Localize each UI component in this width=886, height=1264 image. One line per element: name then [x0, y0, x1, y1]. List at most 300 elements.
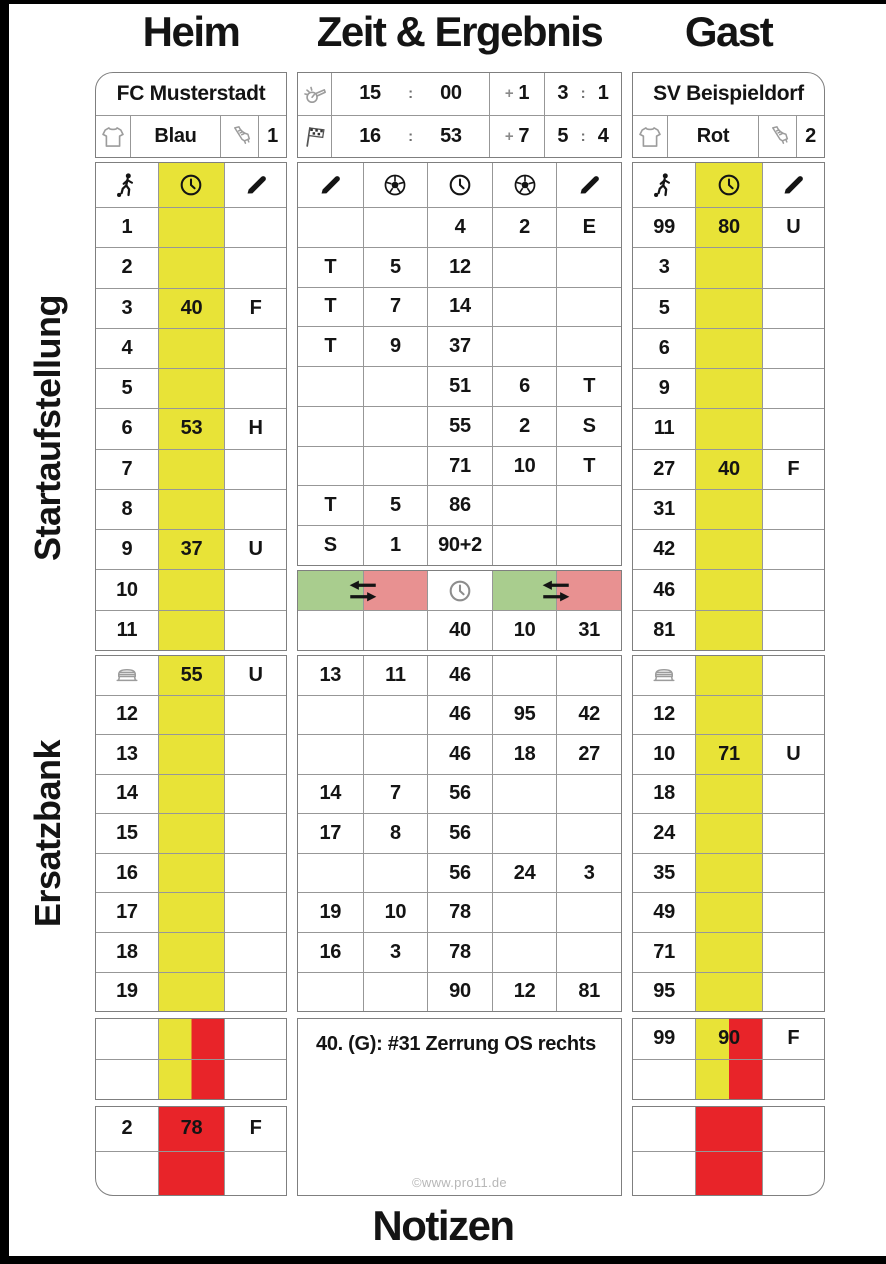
- table-row: [96, 1107, 286, 1151]
- minute-cell[interactable]: [695, 1107, 762, 1151]
- table-row: [96, 328, 286, 368]
- event-cell[interactable]: S: [323, 534, 337, 557]
- event-cell[interactable]: 9: [363, 327, 428, 366]
- guest-kit-color[interactable]: Rot: [667, 116, 758, 157]
- event-cell[interactable]: 10: [363, 893, 428, 932]
- player-number-cell[interactable]: 42: [653, 538, 675, 561]
- minute-cell[interactable]: 90: [695, 1019, 762, 1059]
- home-shoe-count[interactable]: 1: [258, 116, 286, 157]
- player-number-cell[interactable]: 7: [121, 457, 133, 480]
- player-number-cell[interactable]: 13: [116, 742, 138, 765]
- table-row: [633, 813, 824, 853]
- event-cell[interactable]: 95: [492, 696, 557, 735]
- minute-cell[interactable]: [695, 814, 762, 853]
- player-number-cell[interactable]: 49: [653, 901, 675, 924]
- minute-cell[interactable]: [695, 248, 762, 287]
- minute-cell[interactable]: [695, 409, 762, 448]
- minute-cell[interactable]: [695, 570, 762, 609]
- minute-cell[interactable]: [695, 329, 762, 368]
- minute-cell[interactable]: [695, 289, 762, 328]
- event-cell[interactable]: [363, 447, 428, 486]
- minute-cell[interactable]: 71: [695, 735, 762, 774]
- event-cell[interactable]: [556, 893, 621, 932]
- event-cell[interactable]: 5: [363, 248, 428, 287]
- note-cell[interactable]: U: [224, 530, 286, 569]
- minute-cell[interactable]: [695, 369, 762, 408]
- table-row: [96, 1059, 286, 1100]
- event-cell[interactable]: 8: [363, 814, 428, 853]
- event-cell[interactable]: [556, 288, 621, 327]
- guest-team-name[interactable]: SV Beispieldorf: [653, 82, 804, 105]
- note-cell[interactable]: [224, 1152, 286, 1196]
- note-cell[interactable]: [224, 735, 286, 774]
- note-cell[interactable]: [224, 696, 286, 735]
- player-number-cell[interactable]: 6: [121, 417, 133, 440]
- player-number-cell[interactable]: 19: [116, 980, 138, 1003]
- note-cell[interactable]: F: [224, 1107, 286, 1151]
- event-cell[interactable]: [298, 735, 363, 774]
- event-cell[interactable]: 18: [492, 735, 557, 774]
- event-cell[interactable]: T: [324, 335, 337, 358]
- event-cell[interactable]: 12: [427, 248, 492, 287]
- guest-column-title: Gast: [684, 8, 773, 55]
- note-cell[interactable]: U: [762, 208, 824, 247]
- table-row: [633, 408, 824, 448]
- event-cell[interactable]: [363, 208, 428, 247]
- note-cell[interactable]: [224, 611, 286, 650]
- event-cell[interactable]: 51: [427, 367, 492, 406]
- table-row: [633, 972, 824, 1012]
- event-cell[interactable]: [363, 407, 428, 446]
- event-cell[interactable]: 90+2: [427, 526, 492, 565]
- table-row: [96, 288, 286, 328]
- note-cell[interactable]: [762, 1107, 824, 1151]
- events-table-top: [297, 162, 622, 566]
- guest-card-block: [632, 1018, 825, 1100]
- player-number-cell[interactable]: 6: [658, 336, 670, 359]
- minute-cell[interactable]: [158, 775, 224, 814]
- event-cell[interactable]: [492, 893, 557, 932]
- event-cell[interactable]: [492, 814, 557, 853]
- substitution-cell[interactable]: 10: [492, 611, 557, 650]
- note-cell[interactable]: [762, 973, 824, 1012]
- note-cell[interactable]: [224, 1019, 286, 1059]
- player-number-cell[interactable]: [96, 1019, 158, 1059]
- table-row: [96, 247, 286, 287]
- minute-cell[interactable]: 37: [158, 530, 224, 569]
- event-cell[interactable]: [556, 814, 621, 853]
- table-row: [633, 288, 824, 328]
- event-cell[interactable]: T: [324, 494, 337, 517]
- table-row: [298, 695, 621, 735]
- minute-cell[interactable]: [695, 696, 762, 735]
- note-cell[interactable]: H: [224, 409, 286, 448]
- guest-shoe-count[interactable]: 2: [796, 116, 824, 157]
- table-row: [96, 569, 286, 609]
- player-number-cell[interactable]: 46: [653, 578, 675, 601]
- substitution-cell[interactable]: 31: [556, 611, 621, 650]
- minute-cell[interactable]: [158, 973, 224, 1012]
- event-cell[interactable]: [298, 696, 363, 735]
- table-row: [298, 774, 621, 814]
- minute-cell[interactable]: [695, 611, 762, 650]
- event-cell[interactable]: [298, 973, 363, 1012]
- minute-cell[interactable]: [158, 450, 224, 489]
- minute-cell[interactable]: [158, 329, 224, 368]
- minute-cell[interactable]: [158, 1019, 224, 1059]
- event-cell[interactable]: 56: [427, 854, 492, 893]
- player-number-cell[interactable]: 10: [653, 742, 675, 765]
- note-cell[interactable]: F: [762, 450, 824, 489]
- event-cell[interactable]: [298, 407, 363, 446]
- center-column-title: Zeit & Ergebnis: [316, 8, 603, 55]
- minute-cell[interactable]: [158, 1152, 224, 1196]
- event-cell[interactable]: 56: [427, 814, 492, 853]
- starting-lineup-label: Startaufstellung: [27, 294, 68, 562]
- minute-cell[interactable]: [158, 933, 224, 972]
- note-cell[interactable]: [762, 696, 824, 735]
- event-cell[interactable]: [363, 696, 428, 735]
- table-row: [298, 656, 621, 695]
- note-cell[interactable]: [224, 329, 286, 368]
- table-row: [298, 734, 621, 774]
- note-cell[interactable]: F: [762, 1019, 824, 1059]
- player-number-cell[interactable]: [96, 1060, 158, 1100]
- player-number-cell[interactable]: 95: [653, 980, 675, 1003]
- event-cell[interactable]: [298, 367, 363, 406]
- minute-cell[interactable]: [695, 893, 762, 932]
- player-number-cell[interactable]: 3: [658, 256, 670, 279]
- player-number-cell[interactable]: 3: [121, 296, 133, 319]
- event-cell[interactable]: 27: [556, 735, 621, 774]
- minute-cell[interactable]: [158, 893, 224, 932]
- player-number-cell[interactable]: 9: [658, 377, 670, 400]
- event-cell[interactable]: [363, 367, 428, 406]
- note-cell[interactable]: [762, 570, 824, 609]
- event-cell[interactable]: 12: [492, 973, 557, 1012]
- event-cell[interactable]: [492, 775, 557, 814]
- pencil-icon: [556, 163, 621, 207]
- player-number-cell[interactable]: 27: [653, 457, 675, 480]
- note-cell[interactable]: [224, 1060, 286, 1100]
- event-cell[interactable]: E: [556, 208, 621, 247]
- event-cell[interactable]: 42: [556, 696, 621, 735]
- note-cell[interactable]: [224, 570, 286, 609]
- event-cell[interactable]: S: [556, 407, 621, 446]
- note-cell[interactable]: [224, 933, 286, 972]
- table-row: [298, 446, 621, 486]
- minute-cell[interactable]: [695, 490, 762, 529]
- note-cell[interactable]: [224, 490, 286, 529]
- note-cell[interactable]: [224, 814, 286, 853]
- event-cell[interactable]: [298, 854, 363, 893]
- event-cell[interactable]: 2: [492, 208, 557, 247]
- note-cell[interactable]: [224, 369, 286, 408]
- player-number-cell[interactable]: 5: [121, 377, 133, 400]
- note-cell[interactable]: [762, 656, 824, 695]
- clock-icon: [158, 163, 224, 207]
- notes-box[interactable]: [297, 1018, 622, 1196]
- event-cell[interactable]: 7: [363, 775, 428, 814]
- second-half-added-time[interactable]: + 7: [489, 116, 544, 158]
- minute-cell[interactable]: [158, 854, 224, 893]
- note-cell[interactable]: F: [224, 289, 286, 328]
- minute-cell[interactable]: [158, 570, 224, 609]
- table-row: [298, 972, 621, 1012]
- player-number-cell[interactable]: 8: [121, 497, 133, 520]
- note-cell[interactable]: [224, 208, 286, 247]
- minute-cell[interactable]: [158, 208, 224, 247]
- event-cell[interactable]: [556, 486, 621, 525]
- player-number-cell[interactable]: 35: [653, 861, 675, 884]
- event-cell[interactable]: 11: [363, 656, 428, 695]
- player-number-cell[interactable]: [633, 1060, 695, 1100]
- player-number-cell[interactable]: 99: [653, 216, 675, 239]
- player-number-cell[interactable]: [633, 1152, 695, 1196]
- event-cell[interactable]: [363, 735, 428, 774]
- fulltime-time[interactable]: 16 : 53: [331, 116, 489, 158]
- player-icon: [96, 163, 158, 207]
- kickoff-time[interactable]: 15 : 00: [331, 73, 489, 115]
- event-cell[interactable]: 55: [427, 407, 492, 446]
- minute-cell[interactable]: [695, 1060, 762, 1100]
- table-row: [633, 1151, 824, 1196]
- player-number-cell[interactable]: 2: [121, 256, 133, 279]
- table-row: [298, 610, 621, 650]
- event-cell[interactable]: 2: [492, 407, 557, 446]
- event-cell[interactable]: 86: [427, 486, 492, 525]
- event-cell[interactable]: 56: [427, 775, 492, 814]
- minute-cell[interactable]: [158, 490, 224, 529]
- note-cell[interactable]: [224, 854, 286, 893]
- event-cell[interactable]: 46: [427, 735, 492, 774]
- minute-cell[interactable]: [158, 814, 224, 853]
- note-cell[interactable]: [762, 409, 824, 448]
- halftime-score[interactable]: 3 : 1: [544, 73, 621, 115]
- table-row: [633, 774, 824, 814]
- event-cell[interactable]: T: [324, 295, 337, 318]
- event-cell[interactable]: 7: [363, 288, 428, 327]
- substitution-table: [297, 570, 622, 651]
- home-red-card-block: [95, 1106, 287, 1196]
- first-half-added-time[interactable]: + 1: [489, 73, 544, 115]
- event-cell[interactable]: [556, 656, 621, 695]
- player-number-cell[interactable]: 11: [116, 618, 138, 641]
- player-number-cell[interactable]: 1: [121, 216, 133, 239]
- event-cell[interactable]: T: [324, 255, 337, 278]
- note-cell[interactable]: [762, 611, 824, 650]
- note-cell[interactable]: [762, 369, 824, 408]
- player-number-cell[interactable]: 18: [653, 782, 675, 805]
- event-cell[interactable]: T: [556, 447, 621, 486]
- copyright: ©www.pro11.de: [412, 1175, 507, 1190]
- table-row: [96, 853, 286, 893]
- player-number-cell[interactable]: 9: [121, 538, 133, 561]
- player-number-cell[interactable]: 11: [653, 417, 675, 440]
- event-cell[interactable]: 90: [427, 973, 492, 1012]
- ball-icon: [363, 163, 428, 207]
- player-number-cell[interactable]: 15: [116, 822, 138, 845]
- player-number-cell[interactable]: 71: [653, 940, 675, 963]
- note-cell[interactable]: [762, 329, 824, 368]
- note-cell[interactable]: [224, 450, 286, 489]
- minute-cell[interactable]: [695, 530, 762, 569]
- event-cell[interactable]: 16: [319, 940, 342, 963]
- note-cell[interactable]: [224, 775, 286, 814]
- event-cell[interactable]: [556, 248, 621, 287]
- home-bench-table: [95, 655, 287, 1012]
- event-cell[interactable]: 81: [556, 973, 621, 1012]
- minute-cell[interactable]: 55: [158, 656, 224, 695]
- substitution-cell[interactable]: [298, 611, 363, 650]
- minute-cell[interactable]: 78: [158, 1107, 224, 1151]
- table-row: [298, 813, 621, 853]
- event-cell[interactable]: 24: [492, 854, 557, 893]
- note-cell[interactable]: [224, 893, 286, 932]
- whistle-icon: [298, 73, 331, 115]
- event-cell[interactable]: 5: [363, 486, 428, 525]
- minute-cell[interactable]: [695, 854, 762, 893]
- event-cell[interactable]: 46: [427, 656, 492, 695]
- event-cell[interactable]: 3: [556, 854, 621, 893]
- player-number-cell[interactable]: [633, 1107, 695, 1151]
- event-cell[interactable]: 13: [319, 663, 342, 686]
- table-row: [633, 734, 824, 774]
- player-number-cell[interactable]: 24: [653, 822, 675, 845]
- note-cell[interactable]: U: [762, 735, 824, 774]
- player-number-cell[interactable]: 4: [121, 336, 133, 359]
- event-cell[interactable]: 6: [492, 367, 557, 406]
- player-number-cell[interactable]: 18: [116, 940, 138, 963]
- event-cell[interactable]: [492, 933, 557, 972]
- minute-cell[interactable]: [695, 656, 762, 695]
- note-cell[interactable]: [762, 933, 824, 972]
- player-number-cell[interactable]: 16: [116, 861, 138, 884]
- swap-arrows-icon: [539, 577, 573, 605]
- player-number-cell[interactable]: 31: [653, 497, 675, 520]
- minute-cell[interactable]: [695, 1152, 762, 1196]
- event-cell[interactable]: [556, 775, 621, 814]
- table-row: [96, 932, 286, 972]
- minute-cell[interactable]: [695, 775, 762, 814]
- time-result-header: [297, 72, 622, 158]
- note-cell[interactable]: [762, 775, 824, 814]
- minute-cell[interactable]: 53: [158, 409, 224, 448]
- minute-cell[interactable]: [695, 973, 762, 1012]
- player-number-cell[interactable]: 2: [121, 1117, 133, 1140]
- event-cell[interactable]: [492, 656, 557, 695]
- ball-icon: [492, 163, 557, 207]
- minute-cell[interactable]: [158, 696, 224, 735]
- event-cell[interactable]: [556, 933, 621, 972]
- note-cell[interactable]: [762, 814, 824, 853]
- minute-cell[interactable]: [158, 1060, 224, 1100]
- event-cell[interactable]: 71: [427, 447, 492, 486]
- note-cell[interactable]: [762, 289, 824, 328]
- event-cell[interactable]: [492, 327, 557, 366]
- minute-cell[interactable]: [158, 611, 224, 650]
- event-cell[interactable]: [363, 973, 428, 1012]
- player-number-cell[interactable]: 17: [116, 901, 138, 924]
- note-cell[interactable]: [224, 973, 286, 1012]
- guest-red-card-block: [632, 1106, 825, 1196]
- player-number-cell[interactable]: 10: [116, 578, 138, 601]
- minute-cell[interactable]: [158, 369, 224, 408]
- minute-cell[interactable]: 80: [695, 208, 762, 247]
- note-cell[interactable]: [762, 854, 824, 893]
- final-score[interactable]: 5 : 4: [544, 116, 621, 158]
- note-cell[interactable]: [762, 1152, 824, 1196]
- substitution-cell[interactable]: 40: [427, 611, 492, 650]
- guest-header: [632, 72, 825, 158]
- player-number-cell[interactable]: 14: [116, 782, 138, 805]
- substitution-cell[interactable]: [363, 611, 428, 650]
- event-cell[interactable]: 3: [363, 933, 428, 972]
- event-cell[interactable]: [492, 526, 557, 565]
- player-number-cell[interactable]: 12: [116, 703, 138, 726]
- player-number-cell[interactable]: 12: [653, 703, 675, 726]
- event-cell[interactable]: [363, 854, 428, 893]
- note-cell[interactable]: [762, 490, 824, 529]
- note-cell[interactable]: [762, 893, 824, 932]
- minute-cell[interactable]: 40: [158, 289, 224, 328]
- event-cell[interactable]: [492, 248, 557, 287]
- event-cell[interactable]: 17: [319, 822, 342, 845]
- table-row: [96, 972, 286, 1012]
- minute-cell[interactable]: [158, 735, 224, 774]
- event-cell[interactable]: 4: [427, 208, 492, 247]
- event-cell[interactable]: [556, 526, 621, 565]
- home-team-name[interactable]: FC Musterstadt: [116, 82, 266, 105]
- table-row: [96, 529, 286, 569]
- event-cell[interactable]: 14: [319, 782, 342, 805]
- player-number-cell[interactable]: 81: [653, 618, 675, 641]
- table-row: [298, 853, 621, 893]
- note-entry[interactable]: 40. (G): #31 Zerrung OS rechts: [316, 1033, 596, 1055]
- event-cell[interactable]: 19: [319, 901, 342, 924]
- note-cell[interactable]: [762, 530, 824, 569]
- minute-cell[interactable]: [158, 248, 224, 287]
- table-row: [298, 525, 621, 565]
- note-cell[interactable]: [762, 248, 824, 287]
- event-cell[interactable]: [298, 208, 363, 247]
- note-cell[interactable]: [224, 248, 286, 287]
- event-cell[interactable]: 46: [427, 696, 492, 735]
- event-cell[interactable]: 10: [492, 447, 557, 486]
- bottom-frame-bar: [0, 1256, 886, 1264]
- table-row: [96, 656, 286, 695]
- player-number-cell[interactable]: [96, 1152, 158, 1196]
- home-kit-color[interactable]: Blau: [130, 116, 220, 157]
- event-cell[interactable]: [298, 447, 363, 486]
- player-number-cell[interactable]: 99: [653, 1027, 675, 1050]
- event-cell[interactable]: 14: [427, 288, 492, 327]
- note-cell[interactable]: [762, 1060, 824, 1100]
- event-cell[interactable]: 37: [427, 327, 492, 366]
- player-number-cell[interactable]: 5: [658, 296, 670, 319]
- event-cell[interactable]: 78: [427, 933, 492, 972]
- minute-cell[interactable]: [695, 933, 762, 972]
- event-cell[interactable]: 1: [363, 526, 428, 565]
- event-cell[interactable]: T: [556, 367, 621, 406]
- table-row: [96, 892, 286, 932]
- note-cell[interactable]: U: [224, 656, 286, 695]
- event-cell[interactable]: [492, 288, 557, 327]
- event-cell[interactable]: 78: [427, 893, 492, 932]
- event-cell[interactable]: [556, 327, 621, 366]
- minute-cell[interactable]: 40: [695, 450, 762, 489]
- event-cell[interactable]: [492, 486, 557, 525]
